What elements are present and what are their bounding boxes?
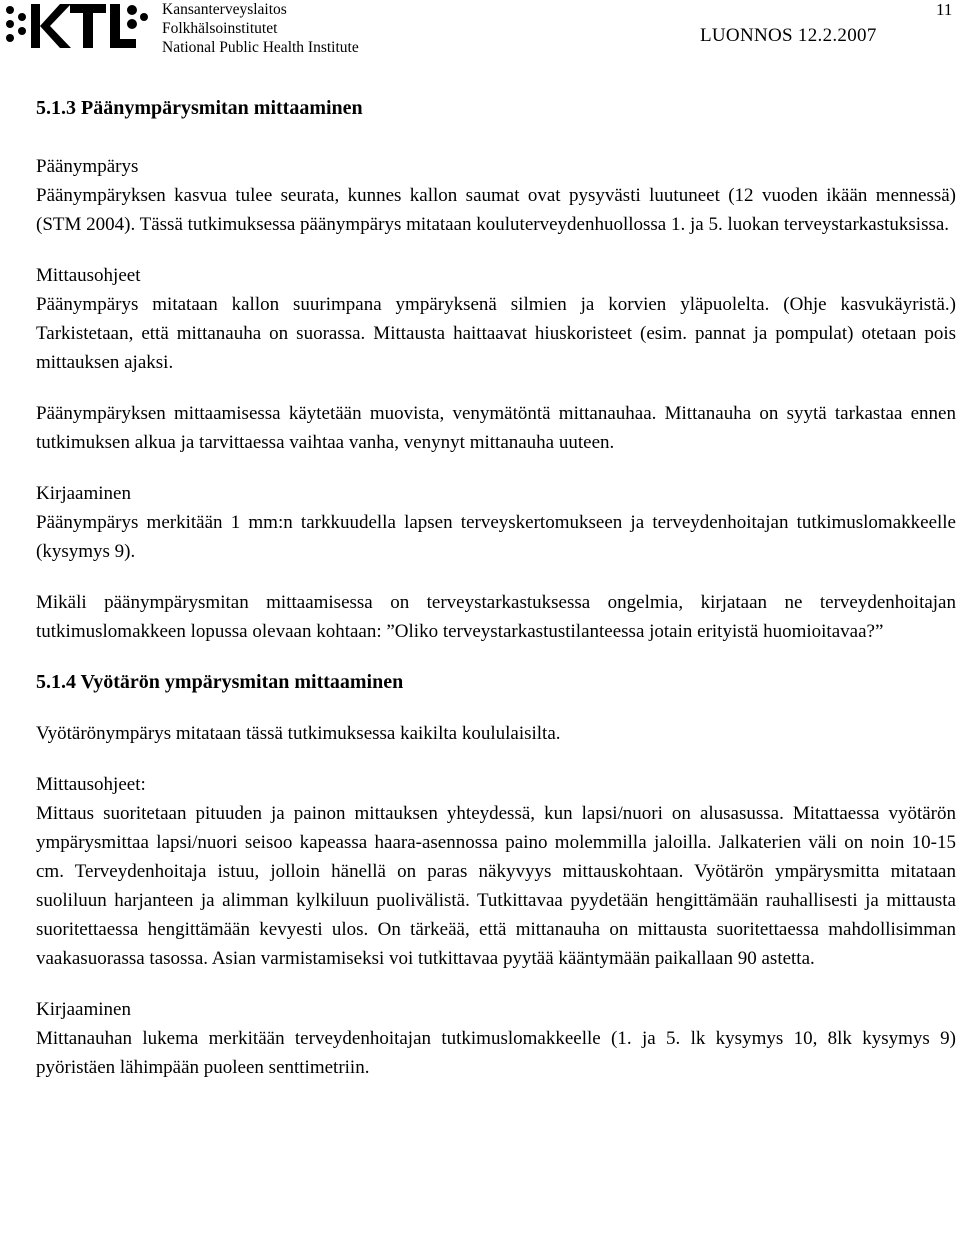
ktl-logo — [4, 0, 150, 52]
subheading-mittausohjeet-waist: Mittausohjeet: — [36, 774, 146, 795]
paragraph-head-growth: Päänympäryksen kasvua tulee seurata, kunnes kallon saumat ovat pysyvästi luutuneet (12 vuoden ikään mennessä) (STM 2004). Tässä tutkimuksessa päänympärys mitataan kouluterveydenhuollossa 1. ja 5. luokan terveystarkastuksissa. — [36, 185, 956, 235]
paragraph-head-measurement: Päänympärys mitataan kallon suurimpana ympäryksenä silmien ja korvien yläpuolelta. (Ohje kasvukäyristä.) Tarkistetaan, että mittanauha on suorassa. Mittausta haittaavat hiuskoristeet (esim. pannat ja pompulat) otetaan pois mittauksen ajaksi. — [36, 294, 956, 373]
org-name-swedish: Folkhälsoinstitutet — [162, 20, 278, 37]
subheading-kirjaaminen: Kirjaaminen — [36, 483, 131, 504]
section-heading-5-1-4: 5.1.4 Vyötärön ympärysmitan mittaaminen — [36, 671, 404, 693]
org-name-finnish: Kansanterveyslaitos — [162, 1, 287, 18]
paragraph-waist-intro: Vyötärönympärys mitataan tässä tutkimuksessa kaikilta koululaisilta. — [36, 723, 561, 744]
paragraph-head-problems: Mikäli päänympärysmitan mittaamisessa on terveystarkastuksessa ongelmia, kirjataan ne terveydenhoitajan tutkimuslomakkeen lopussa olevaan kohtaan: ”Oliko terveystarkastustilanteessa jotain erityistä huomioitavaa?” — [36, 592, 956, 642]
subheading-mittausohjeet: Mittausohjeet — [36, 265, 141, 286]
paragraph-waist-measurement: Mittaus suoritetaan pituuden ja painon mittauksen yhteydessä, kun lapsi/nuori on alusasussa. Mitattaessa vyötärön ympärysmittaa lapsi/nuori seisoo kapeassa haara-asennossa paino molemmilla jaloilla. Jalkaterien väli on noin 10-15 cm. Terveydenhoitaja istuu, jolloin hänellä on paras näkyvyys mittauskohtaan. Vyötärön ympärysmitta mitataan suoliluun harjanteen ja alimman kylkiluun puolivälistä. Tutkittavaa pyydetään hengittämään rauhallisesti ja mittausta suoritettaessa hengittämään kevyesti ulos. On tärkeää, että mittanauha on mittausta suoritettaessa mahdollisimman vaakasuorassa tasossa. Asian varmistamiseksi voi tutkittavaa pyytää kääntymään paikallaan 90 astetta. — [36, 803, 956, 969]
draft-date: LUONNOS 12.2.2007 — [700, 25, 877, 46]
paragraph-waist-recording: Mittanauhan lukema merkitään terveydenhoitajan tutkimuslomakkeelle (1. ja 5. lk kysymys 10, 8lk kysymys 9) pyöristäen lähimpään puoleen senttimetriin. — [36, 1028, 956, 1078]
section-heading-5-1-3: 5.1.3 Päänympärysmitan mittaaminen — [36, 97, 363, 119]
org-name-english: National Public Health Institute — [162, 39, 359, 56]
document-body — [36, 94, 956, 1082]
subheading-paanymparys: Päänympärys — [36, 156, 139, 177]
page-number: 11 — [936, 0, 953, 19]
subheading-kirjaaminen-waist: Kirjaaminen — [36, 999, 131, 1020]
paragraph-measuring-tape: Päänympäryksen mittaamisessa käytetään muovista, venymätöntä mittanauhaa. Mittanauha on syytä tarkastaa ennen tutkimuksen alkua ja tarvittaessa vaihtaa vanha, venynyt mittanauha uuteen. — [36, 403, 956, 453]
organization-names — [162, 0, 359, 57]
paragraph-head-recording: Päänympärys merkitään 1 mm:n tarkkuudella lapsen terveyskertomukseen ja terveydenhoitajan tutkimuslomakkeelle (kysymys 9). — [36, 512, 956, 562]
